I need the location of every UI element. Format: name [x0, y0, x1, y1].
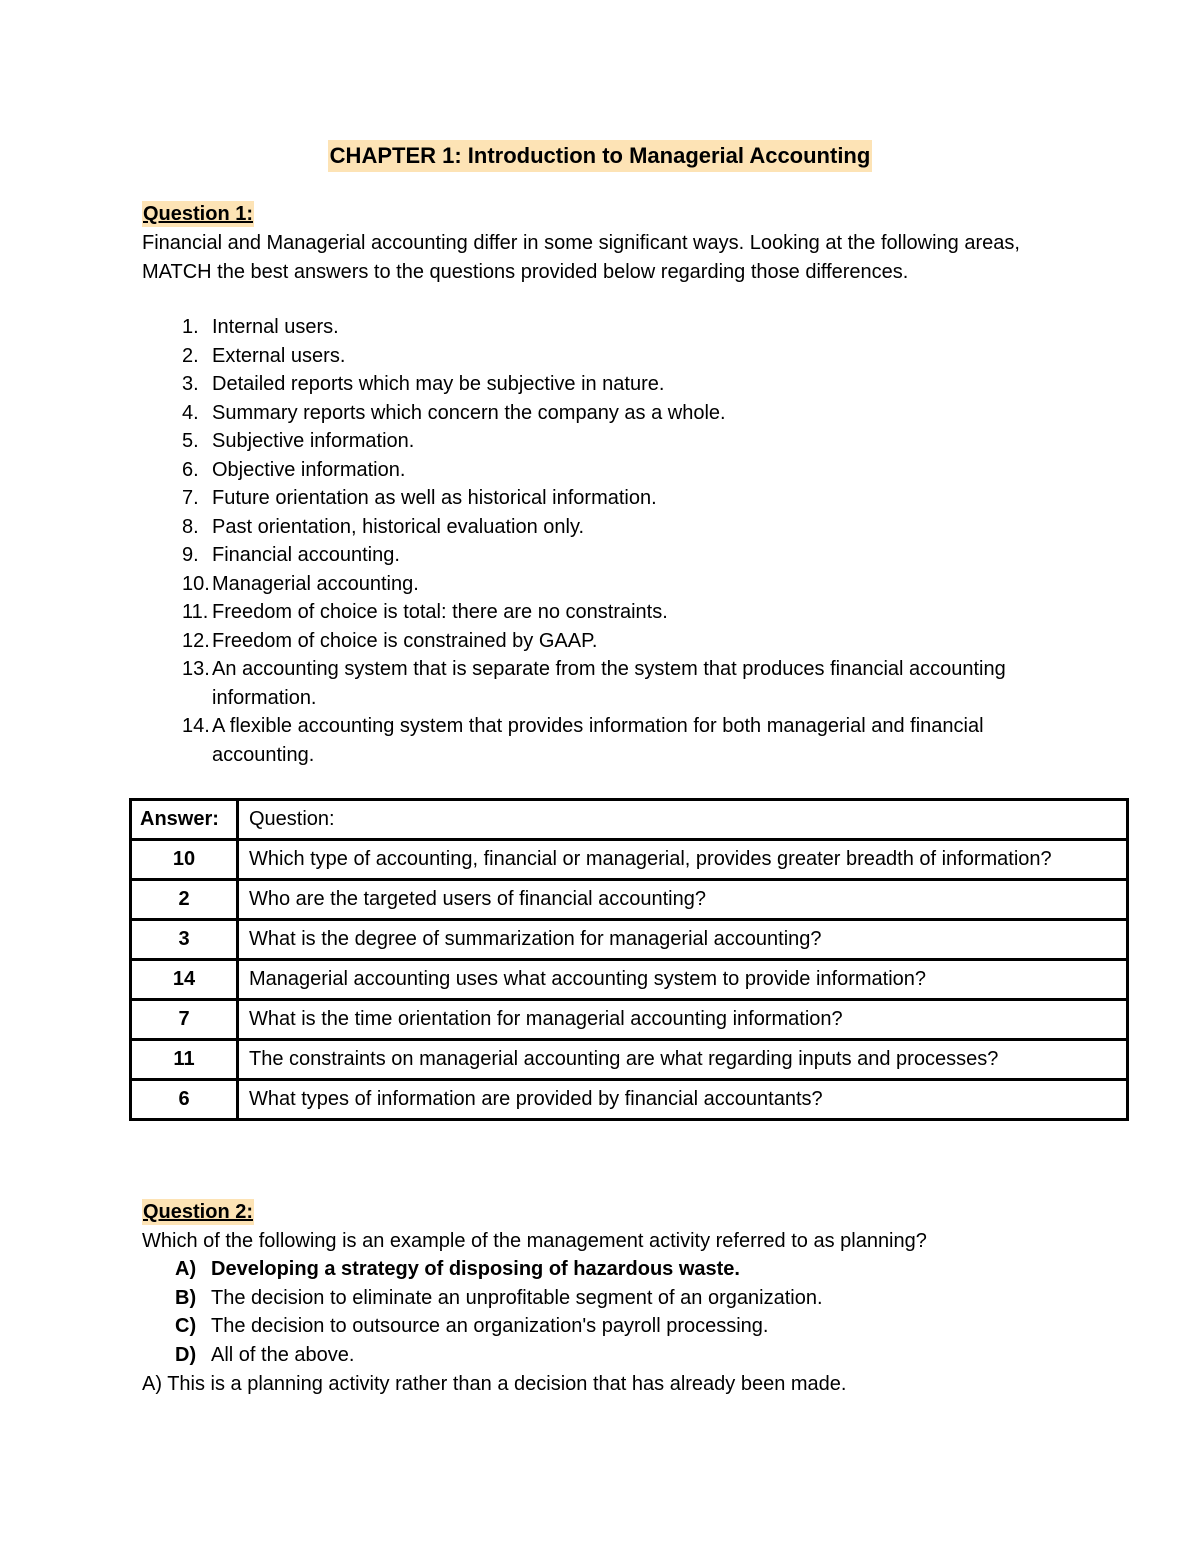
question-cell: What is the degree of summarization for managerial accounting? — [238, 920, 1128, 960]
item-text: Managerial accounting. — [212, 572, 419, 595]
answer-explanation: A) This is a planning activity rather than a decision that has already been made. — [142, 1373, 847, 1395]
multiple-choice-options — [175, 1255, 823, 1369]
table-row — [131, 1040, 1128, 1080]
option-letter: A) — [175, 1258, 197, 1280]
item-number: 14. — [182, 715, 210, 737]
question-cell: Who are the targeted users of financial accounting? — [238, 880, 1128, 920]
page-title: CHAPTER 1: Introduction to Managerial Accounting — [328, 140, 873, 172]
title-wrapper — [0, 140, 1200, 172]
item-text: Future orientation as well as historical information. — [212, 487, 657, 509]
item-number: 7. — [182, 487, 199, 509]
answer-table — [129, 798, 1129, 1121]
table-row — [131, 1080, 1128, 1120]
option-text: Developing a strategy of disposing of hazardous waste. — [211, 1258, 740, 1280]
question-column-header: Question: — [238, 800, 1128, 840]
question-cell: What types of information are provided by financial accountants? — [238, 1080, 1128, 1120]
item-text: Freedom of choice is total: there are no constraints. — [212, 601, 668, 623]
item-text: Summary reports which concern the company as a whole. — [212, 401, 726, 424]
option-letter: D) — [175, 1343, 197, 1366]
answer-cell: 2 — [131, 880, 238, 920]
list-item — [142, 484, 1082, 513]
question-cell: Managerial accounting uses what accounting system to provide information? — [238, 960, 1128, 1000]
list-item — [142, 541, 1082, 570]
question-1-heading: Question 1: — [143, 203, 254, 225]
option-letter: B) — [175, 1286, 197, 1309]
item-text: A flexible accounting system that provides information for both managerial and financial accounting. — [212, 715, 984, 766]
answer-column-header: Answer: — [131, 800, 238, 840]
option-text: The decision to outsource an organization's payroll processing. — [211, 1315, 769, 1337]
question-cell: Which type of accounting, financial or managerial, provides greater breadth of information? — [238, 840, 1128, 880]
list-item — [142, 570, 1082, 599]
list-item — [142, 342, 1082, 371]
option-text: The decision to eliminate an unprofitable segment of an organization. — [211, 1286, 823, 1309]
matching-items-list — [142, 313, 1082, 769]
item-number: 3. — [182, 373, 199, 395]
option-letter: C) — [175, 1315, 197, 1337]
item-number: 2. — [182, 344, 199, 367]
list-item — [142, 399, 1082, 428]
table-row — [131, 880, 1128, 920]
item-number: 4. — [182, 401, 199, 424]
option-text: All of the above. — [211, 1343, 355, 1366]
option-c — [175, 1312, 823, 1341]
table-row — [131, 920, 1128, 960]
list-item — [142, 427, 1082, 456]
table-row — [131, 1000, 1128, 1040]
table-row — [131, 960, 1128, 1000]
list-item — [142, 598, 1082, 627]
answer-cell: 6 — [131, 1080, 238, 1120]
item-number: 13. — [182, 658, 210, 680]
answer-cell: 10 — [131, 840, 238, 880]
item-number: 9. — [182, 544, 199, 566]
item-text: External users. — [212, 344, 346, 367]
item-text: Internal users. — [212, 316, 339, 338]
question-cell: The constraints on managerial accounting are what regarding inputs and processes? — [238, 1040, 1128, 1080]
item-text: Objective information. — [212, 458, 406, 481]
item-number: 8. — [182, 515, 199, 538]
answer-cell: 7 — [131, 1000, 238, 1040]
item-number: 10. — [182, 572, 210, 595]
table-header-row — [131, 800, 1128, 840]
answer-cell: 3 — [131, 920, 238, 960]
item-number: 5. — [182, 430, 199, 452]
list-item — [142, 370, 1082, 399]
list-item — [142, 712, 1082, 769]
question-cell: What is the time orientation for managerial accounting information? — [238, 1000, 1128, 1040]
list-item — [142, 313, 1082, 342]
list-item — [142, 513, 1082, 542]
item-number: 12. — [182, 629, 210, 652]
list-item — [142, 456, 1082, 485]
table-row — [131, 840, 1128, 880]
option-a — [175, 1255, 823, 1284]
answer-cell: 11 — [131, 1040, 238, 1080]
item-text: Detailed reports which may be subjective in nature. — [212, 373, 665, 395]
item-number: 1. — [182, 316, 199, 338]
item-text: Past orientation, historical evaluation only. — [212, 515, 585, 538]
item-text: Subjective information. — [212, 430, 415, 452]
option-d — [175, 1341, 823, 1370]
list-item — [142, 627, 1082, 656]
answer-cell: 14 — [131, 960, 238, 1000]
item-number: 6. — [182, 458, 199, 481]
question-2-heading: Question 2: — [143, 1201, 254, 1223]
question-1-prompt: Financial and Managerial accounting differ in some significant ways. Looking at the following areas, MATCH the best answers to the questions provided below regarding those differences. — [142, 232, 1020, 283]
item-text: An accounting system that is separate from the system that produces financial accounting information. — [212, 658, 1006, 709]
item-text: Financial accounting. — [212, 544, 400, 566]
option-b — [175, 1284, 823, 1313]
question-2-prompt: Which of the following is an example of the management activity referred to as planning? — [142, 1230, 927, 1252]
item-number: 11. — [182, 601, 209, 623]
list-item — [142, 655, 1082, 712]
item-text: Freedom of choice is constrained by GAAP. — [212, 629, 598, 652]
